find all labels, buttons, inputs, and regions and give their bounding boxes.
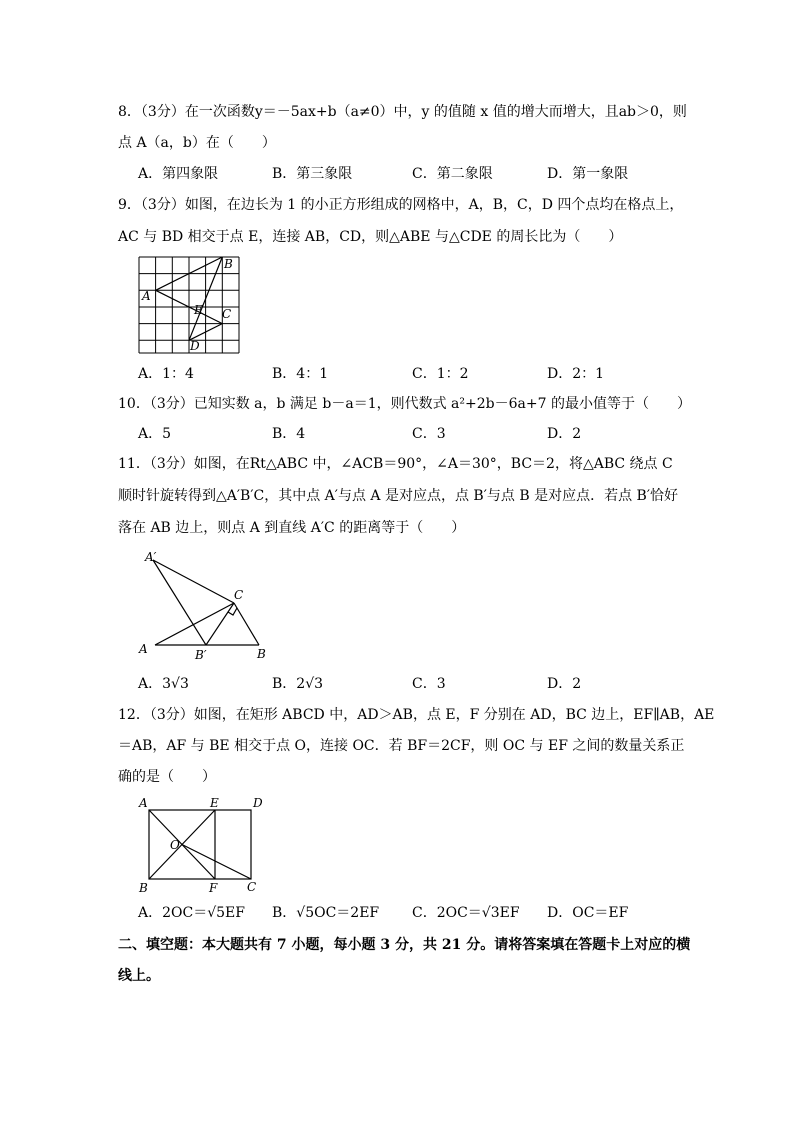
q12-option-c: C．2OC＝√3EF: [412, 905, 520, 921]
q11-line1: 11．（3分）如图，在Rt△ABC 中，∠ACB＝90°，∠A＝30°，BC＝2，将△ABC 绕点 C: [118, 456, 673, 472]
q12-label-d: D: [253, 796, 263, 810]
q9-option-d: D．2：1: [547, 366, 605, 382]
q12-label-o: O: [170, 838, 180, 852]
q12-line1: 12．（3分）如图，在矩形 ABCD 中，AD＞AB，点 E，F 分别在 AD，BC 边上，EF∥AB，AE: [118, 707, 715, 723]
q8-line2: 点 A（a，b）在（ ）: [118, 135, 276, 151]
section2-heading-line1: 二、填空题：本大题共有 7 小题，每小题 3 分，共 21 分。请将答案填在答题卡上对应的横: [118, 937, 691, 953]
q12-label-f: F: [209, 881, 218, 895]
q11-option-a: A．3√3: [138, 676, 189, 692]
segment-b1c: [206, 603, 234, 645]
q9-option-b: B．4：1: [272, 366, 329, 382]
q11-option-b: B．2√3: [272, 676, 324, 692]
q11-label-c: C: [234, 588, 244, 602]
section2-heading-line2: 线上。: [118, 968, 160, 984]
q11-option-c: C．3: [412, 676, 446, 692]
q12-line2: ＝AB，AF 与 BE 相交于点 O，连接 OC．若 BF＝2CF，则 OC 与 EF 之间的数量关系正: [118, 738, 685, 754]
q9-line1: 9．（3分）如图，在边长为 1 的小正方形组成的网格中，A，B，C，D 四个点均在格点上，: [118, 197, 684, 213]
segment-oc: [182, 845, 251, 880]
q10-option-a: A．5: [138, 426, 172, 442]
q9-label-e: E: [194, 303, 203, 317]
q11-triangle-figure: [133, 545, 283, 665]
q10-option-c: C．3: [412, 426, 446, 442]
q12-label-c: C: [247, 880, 257, 894]
segment-ac: [155, 603, 234, 645]
q9-grid: [139, 257, 239, 353]
q12-option-d: D．OC＝EF: [547, 905, 629, 921]
q11-label-b-prime: B′: [195, 648, 207, 662]
q11-option-d: D．2: [547, 676, 582, 692]
segment-bc: [234, 603, 259, 645]
q11-label-a-prime: A′: [145, 550, 157, 564]
q9-label-d: D: [190, 339, 200, 353]
q9-label-b: B: [224, 257, 233, 271]
q10-option-b: B．4: [272, 426, 306, 442]
q9-label-a: A: [142, 289, 151, 303]
rectangle-abcd: [149, 810, 251, 879]
q11-label-b: B: [257, 647, 266, 661]
q9-line2: AC 与 BD 相交于点 E，连接 AB，CD，则△ABE 与△CDE 的周长比为（ ）: [118, 229, 623, 245]
q9-option-a: A．1：4: [138, 366, 194, 382]
q12-label-a: A: [139, 796, 148, 810]
q12-rectangle-figure: [133, 795, 273, 900]
q8-option-a: A．第四象限: [138, 166, 219, 182]
q9-grid-figure: [130, 248, 250, 358]
q8-option-c: C．第二象限: [412, 166, 493, 182]
segment-a1c: [153, 560, 234, 603]
q8-line1: 8．（3分）在一次函数y＝－5ax+b（a≠0）中，y 的值随 x 值的增大而增大，且ab＞0，则: [118, 104, 687, 120]
q11-line2: 顺时针旋转得到△A′B′C，其中点 A′与点 A 是对应点，点 B′与点 B 是对应点．若点 B′恰好: [118, 488, 679, 504]
q8-option-d: D．第一象限: [547, 166, 629, 182]
q11-label-a: A: [139, 642, 148, 656]
q12-option-a: A．2OC＝√5EF: [138, 905, 245, 921]
q12-label-b: B: [139, 881, 148, 895]
q8-option-b: B．第三象限: [272, 166, 353, 182]
q10-line1: 10．（3分）已知实数 a，b 满足 b－a＝1，则代数式 a²+2b－6a+7 的最小值等于（ ）: [118, 396, 691, 412]
q9-option-c: C．1：2: [412, 366, 469, 382]
q12-line3: 确的是（ ）: [118, 769, 216, 785]
q9-label-c: C: [222, 307, 232, 321]
q12-label-e: E: [210, 796, 219, 810]
q10-option-d: D．2: [547, 426, 582, 442]
q12-option-b: B．√5OC＝2EF: [272, 905, 380, 921]
q11-line3: 落在 AB 边上，则点 A 到直线 A′C 的距离等于（ ）: [118, 520, 466, 536]
